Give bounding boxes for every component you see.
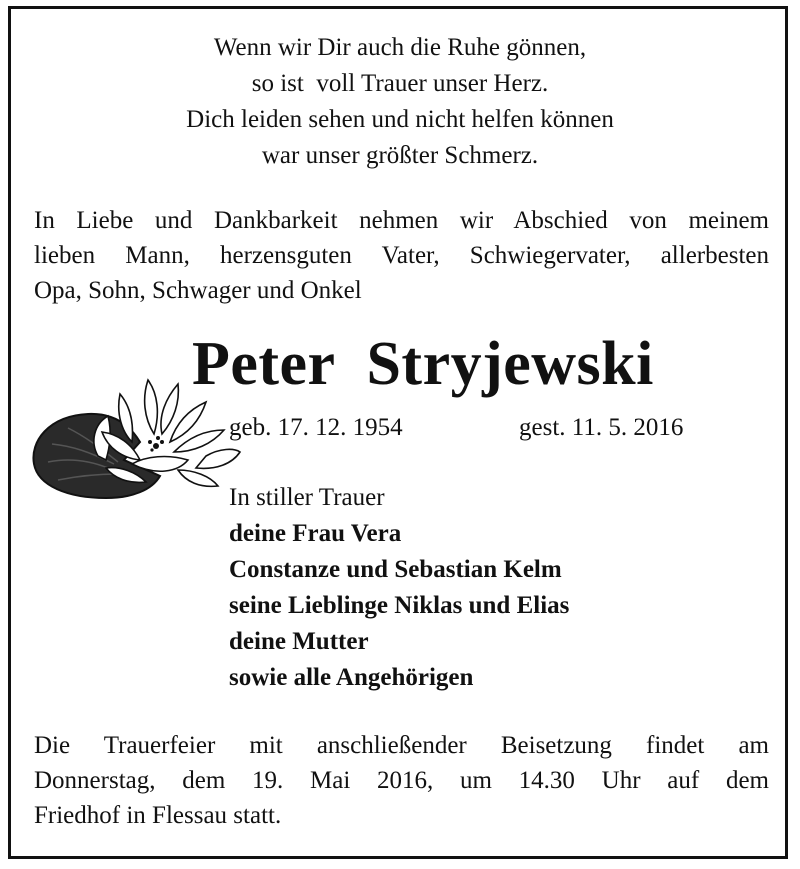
farewell-text	[34, 203, 769, 308]
poem-line: war unser größter Schmerz.	[261, 142, 539, 169]
mourner-entry: deine Mutter	[229, 628, 369, 655]
mourner-entry: Constanze und Sebastian Kelm	[229, 556, 562, 583]
farewell-line: lieben Mann, herzensguten Vater, Schwiegervater, allerbesten	[34, 242, 769, 269]
water-lily-icon	[28, 372, 243, 502]
funeral-service-info	[34, 728, 769, 833]
poem-line: so ist voll Trauer unser Herz.	[251, 70, 549, 97]
service-line: Die Trauerfeier mit anschließender Beisetzung findet am	[34, 732, 769, 759]
mourner-entry: deine Frau Vera	[229, 520, 402, 547]
service-line: Friedhof in Flessau statt.	[34, 802, 282, 829]
death-date: gest. 11. 5. 2016	[519, 414, 684, 441]
mourners-heading: In stiller Trauer	[229, 484, 385, 511]
mourner-entry: sowie alle Angehörigen	[229, 664, 474, 691]
mourner-entry: seine Lieblinge Niklas und Elias	[229, 592, 570, 619]
farewell-line: In Liebe und Dankbarkeit nehmen wir Abschied von meinem	[34, 207, 769, 234]
service-line: Donnerstag, dem 19. Mai 2016, um 14.30 Uhr auf dem	[34, 767, 769, 794]
poem-line: Dich leiden sehen und nicht helfen können	[186, 106, 614, 133]
birth-date: geb. 17. 12. 1954	[229, 414, 403, 441]
deceased-name: Peter Stryjewski	[192, 330, 654, 398]
poem	[0, 30, 800, 174]
poem-line: Wenn wir Dir auch die Ruhe gönnen,	[213, 34, 587, 61]
mourners-list	[229, 480, 569, 696]
farewell-line: Opa, Sohn, Schwager und Onkel	[34, 277, 362, 304]
